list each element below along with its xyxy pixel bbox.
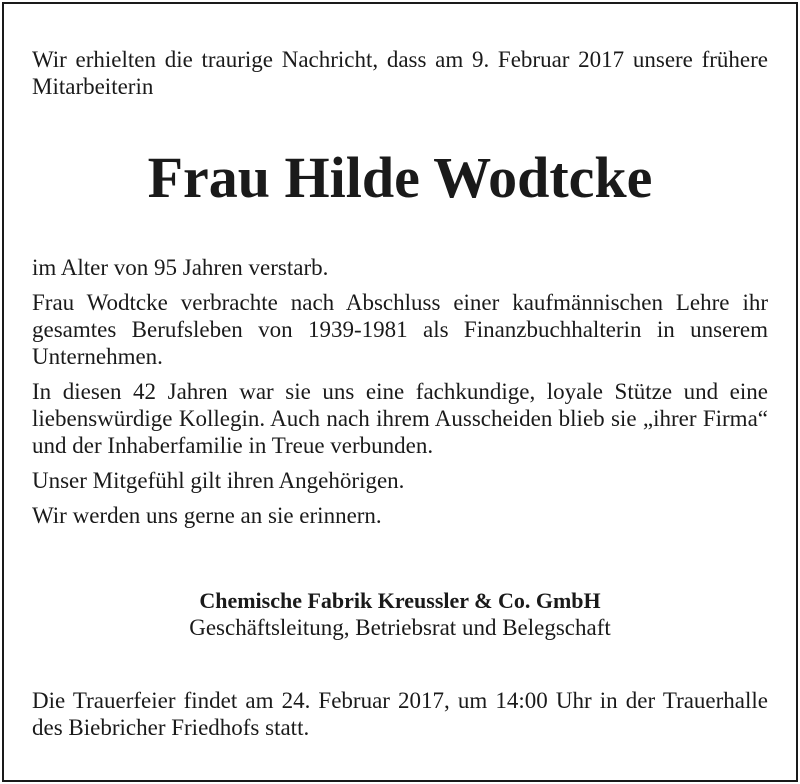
- tribute-text: In diesen 42 Jahren war sie uns eine fachkundige, loyale Stütze und eine liebenswürdige Kollegin. Auch nach ihrem Ausscheiden blieb sie „ihrer Firma“ und der Inhaberfamilie in Treue verbunden.: [32, 379, 768, 458]
- remembrance-text: Wir werden uns gerne an sie erinnern.: [32, 503, 382, 528]
- signatories-text: Geschäftsleitung, Betriebsrat und Belegschaft: [189, 615, 611, 640]
- sympathy-text: Unser Mitgefühl gilt ihren Angehörigen.: [32, 468, 405, 493]
- company-name: Chemische Fabrik Kreussler & Co. GmbH: [199, 588, 601, 613]
- intro-text: Wir erhielten die traurige Nachricht, dass am 9. Februar 2017 unsere frühere Mitarbeiterin: [32, 47, 768, 99]
- funeral-info: Die Trauerfeier findet am 24. Februar 2017, um 14:00 Uhr in der Trauerhalle des Biebricher Friedhofs statt.: [32, 688, 768, 740]
- signature-block: [32, 587, 768, 641]
- career-text: Frau Wodtcke verbrachte nach Abschluss einer kaufmännischen Lehre ihr gesamtes Berufsleben von 1939-1981 als Finanzbuchhalterin in unserem Unternehmen.: [32, 290, 768, 369]
- obituary-notice: [32, 46, 768, 741]
- age-text: im Alter von 95 Jahren verstarb.: [32, 255, 329, 280]
- deceased-name: Frau Hilde Wodtcke: [147, 145, 653, 210]
